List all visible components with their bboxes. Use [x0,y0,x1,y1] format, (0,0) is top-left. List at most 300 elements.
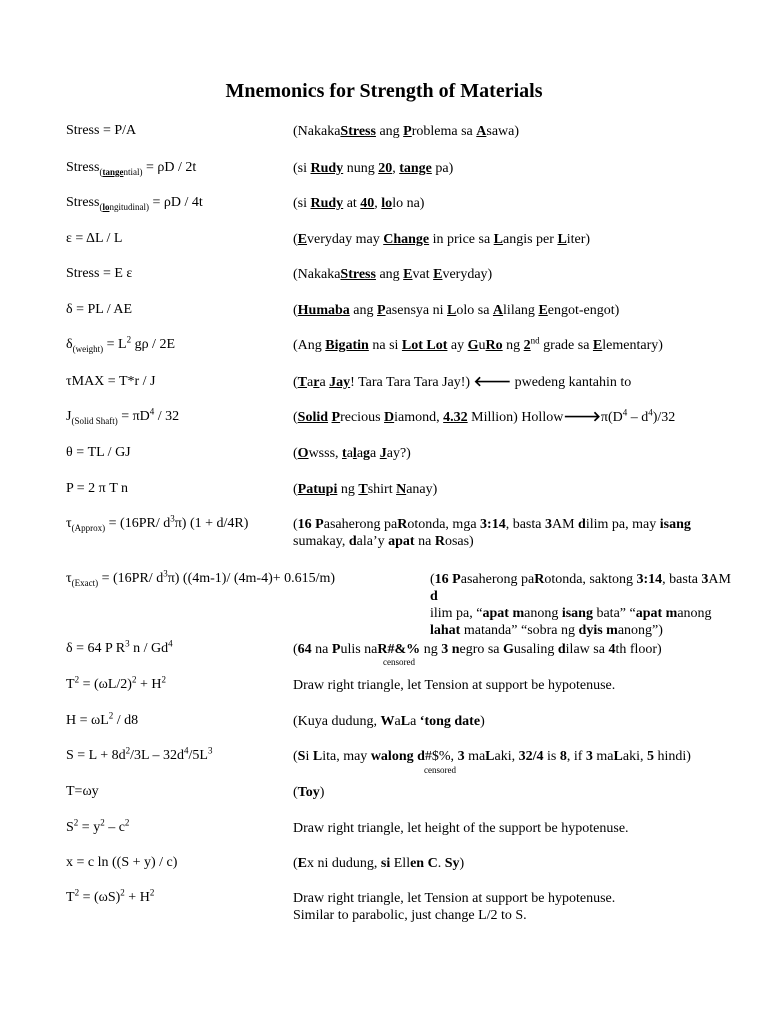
formula [66,513,249,533]
formula-text-run: τ [66,516,72,531]
mnemonic-text-run: a [356,446,364,461]
formula-text-run: Stress = P/A [66,123,137,138]
formula-text-run: (Exact) [71,577,99,588]
formula [66,334,175,354]
mnemonic-text-run: anong”) [617,623,663,638]
mnemonic-text-run: Toy [297,785,320,800]
formula [66,745,213,764]
mnemonic-text-run: ita, may [322,749,371,764]
mnemonic-text-run: Stress [340,124,376,139]
mnemonic-text-run: ( [293,410,298,425]
mnemonic-text-run: th floor) [615,642,662,657]
mnemonic [293,713,733,730]
mnemonic-text-run: L [485,749,495,764]
formula-text-run: 2 [124,817,130,828]
mnemonic-text-run: E [403,267,413,282]
mnemonic-text-run: E [592,338,603,353]
formula [66,568,336,588]
mnemonic-text-run: ay [447,338,468,353]
mnemonic [293,481,733,498]
mnemonic-text-run: 16 P [434,572,461,587]
mnemonic-text-run: E [297,856,308,871]
mnemonic-text-run: Solid [297,410,329,425]
formula-text-run: 4 [184,745,189,756]
mnemonic-text-run: L [493,232,503,247]
formula-text-run: / d8 [113,713,139,728]
mnemonic-text-run: ma [592,749,614,764]
mnemonic [293,409,733,426]
mnemonic-text-run: apat m [635,606,678,621]
mnemonic-text-run: apat [388,534,415,549]
mnemonic-text-run: 64 [297,642,312,657]
mnemonic-text-run: asaherong pa [323,517,398,532]
mnemonic [293,160,733,177]
mnemonic-text-run: a [346,446,353,461]
mnemonic-text-run: G [467,338,479,353]
mnemonic-text-run: isang [561,606,593,621]
mnemonic [293,337,733,354]
mnemonic-text-run: aki, [622,749,647,764]
mnemonic-text-run: Humaba [297,303,350,318]
mnemonic-text-run: ( [293,517,298,532]
page-title: Mnemonics for Strength of Materials [225,80,543,102]
mnemonic-text-run: ang [375,124,404,139]
mnemonic-text-run: u [478,338,486,353]
mnemonic-text-run: anong [524,606,562,621]
formula-text-run: 3 [170,513,175,524]
formula-text-run: 2 [131,674,137,685]
mnemonic-text-run: , [392,161,400,176]
formula-text-run: 2 [149,887,155,898]
mnemonic-text-run: usaling [513,642,558,657]
mnemonic-text-run: 3 [544,517,552,532]
mnemonic [293,855,733,872]
formula-text-run: τ [66,571,72,586]
formula-text-run: ( [99,166,103,177]
mnemonic-text-run: veryday may [307,232,384,247]
mnemonic-text-run: lementary) [602,338,663,353]
mnemonic-text-run: ala’y [356,534,389,549]
mnemonic [293,123,733,140]
mnemonic-text-run: Bigatin [325,338,369,353]
mnemonic-text-run: J [379,446,387,461]
mnemonic-text-run: L [400,714,411,729]
mnemonic-text-run: (si [293,196,311,211]
mnemonic-text-run: R [534,572,545,587]
mnemonic-text-run: hindi) [653,749,691,764]
mnemonic [293,266,733,283]
formula [66,638,173,657]
mnemonic-text-run: engot-engot) [547,303,620,318]
formula-text-run: ntial) [123,166,143,177]
formula-text-run: n / Gd [129,641,169,656]
formula-text-run: 3 [125,638,130,649]
formula-text-run: δ [66,337,73,352]
mnemonic-text-run: T [358,482,368,497]
mnemonic-text-run: 40 [360,196,375,211]
mnemonic-text-run: T [297,375,308,390]
formula-text-run: Stress [66,160,100,175]
mnemonic-text-run: iamond, [394,410,444,425]
formula [66,710,139,729]
mnemonic-text-run: ! Tara Tara Tara Jay!) [350,375,474,390]
mnemonic-text-run: na [414,534,435,549]
mnemonic-text-run: Sy [444,856,460,871]
formula [66,674,166,693]
formula-text-run: ( [99,201,103,212]
mnemonic-text-run: 3 [585,749,593,764]
mnemonic-text-run: nung [343,161,379,176]
mnemonic-text-run: d [430,589,438,604]
mnemonic-text-run: 🡒 [563,410,601,425]
mnemonic-text-run: lo [381,196,393,211]
mnemonic-text-run: shirt [367,482,397,497]
mnemonic-text-run: 8 [559,749,567,764]
formula [66,374,156,390]
mnemonic [293,748,733,765]
mnemonic-text-run: ( [293,446,298,461]
mnemonic [293,195,733,212]
mnemonic-text-run: osas) [444,534,474,549]
mnemonic-text-run: asensya ni [385,303,448,318]
mnemonic-text-run: walong d [370,749,425,764]
formula-text-run: lo [102,201,110,212]
mnemonic-text-run: (Nakaka [293,124,341,139]
formula-text-run: = πD [117,409,150,424]
mnemonic-text-run: anay) [406,482,438,497]
formula-text-run: 4 [168,638,173,649]
mnemonic-text-run: E [433,267,443,282]
mnemonic-text-run: ( [293,303,298,318]
mnemonic [293,820,733,837]
mnemonic-text-run: 4 [648,407,653,418]
mnemonic-text-run: wsss, [308,446,343,461]
mnemonic-text-run: Draw right triangle, let Tension at support be hypotenuse. [293,678,616,693]
mnemonic-text-run: , if [566,749,586,764]
mnemonic-text-run: Draw right triangle, let Tension at support be hypotenuse. [293,891,616,906]
mnemonic-text-run: )/32 [652,410,676,425]
mnemonic-text-run: , [374,196,382,211]
mnemonic-text-run: ay?) [386,446,411,461]
mnemonic-text-run: Million) Hollow [467,410,564,425]
mnemonic [293,231,733,248]
formula-text-run: Stress [66,195,100,210]
mnemonic-text-run: 3:14 [636,572,663,587]
formula [66,855,177,871]
mnemonic-text-run: a [394,714,401,729]
formula-text-run: 2 [73,817,79,828]
mnemonic-text-run: E [297,232,308,247]
formula [66,195,203,211]
mnemonic-text-run: 3 [701,572,709,587]
formula-text-run: S = L + 8d [66,748,126,763]
mnemonic-text-run: ) [459,856,465,871]
mnemonic-text-run: E [538,303,548,318]
mnemonic-text-run: ilim pa, “ [430,606,483,621]
mnemonic-text-run: vat [412,267,434,282]
mnemonic-text-run: Change [383,232,430,247]
formula-text-run: = (ωS) [79,890,121,905]
mnemonic-text-run: ( [293,642,298,657]
mnemonic-text-run: Ro [485,338,503,353]
formula [66,481,128,497]
mnemonic-text-run: W [380,714,395,729]
formula-text-run: π) (1 + d/4R) [174,516,249,531]
mnemonic-text-run: otonda, mga [407,517,481,532]
mnemonic-text-run: ‘tong date [419,714,481,729]
mnemonic-text-run: 2 [523,338,531,353]
mnemonic-text-run: otonda, saktong [544,572,637,587]
mnemonic-text-run: L [613,749,623,764]
mnemonic-text-run: lo na) [392,196,425,211]
mnemonic-text-run: 4 [608,642,616,657]
mnemonic-text-run: P [377,303,386,318]
mnemonic-text-run: 16 P [297,517,324,532]
formula-text-run: T [66,677,75,692]
mnemonic-text-run: , basta [662,572,702,587]
mnemonic-text-run: L [447,303,457,318]
mnemonic-text-run: ng [502,338,524,353]
censored-note: censored [424,765,456,775]
mnemonic-text-run: sawa) [486,124,520,139]
mnemonic-text-run: d [578,517,586,532]
mnemonic-text-run: bata” “ [592,606,636,621]
mnemonic-text-run: asaherong pa [460,572,535,587]
mnemonic-text-run: Rudy [310,196,344,211]
mnemonic-text-run: tange [399,161,432,176]
mnemonic-text-run: π(D [600,410,623,425]
mnemonic-text-run: . [437,856,445,871]
formula-text-run: δ = 64 P R [66,641,126,656]
mnemonic-text-run: a [410,714,420,729]
formula-text-run: = (16PR/ d [105,516,171,531]
mnemonic-text-run: P [331,410,341,425]
mnemonic-text-run: a [370,446,380,461]
formula-text-run: 2 [74,887,80,898]
mnemonic [293,784,733,801]
mnemonic-text-run: S [297,749,306,764]
mnemonic-text-run: Stress [340,267,376,282]
formula-text-run: π) ((4m-1)/ (4m-4)+ 0.615/m) [167,571,336,586]
formula-text-run: 3 [207,745,213,756]
mnemonic-text-run: (Kuya dudung, [293,714,381,729]
mnemonic-text-run: a [307,375,314,390]
formula-text-run: θ = TL / GJ [66,445,131,460]
mnemonic-text-run: Rudy [310,161,344,176]
mnemonic-text-run: R [434,534,445,549]
mnemonic-text-run: (si [293,161,311,176]
mnemonic-text-run: en C [410,856,438,871]
formula-text-run: H = ωL [66,713,109,728]
mnemonic-text-run: ( [293,749,298,764]
mnemonic-text-run: l [352,446,357,461]
formula-text-run: (weight) [72,343,104,354]
mnemonic-text-run: ( [293,785,298,800]
formula-text-run: = ρD / 4t [148,195,203,210]
mnemonic-text-run: iter) [566,232,591,247]
formula-text-run: J [66,409,72,424]
mnemonic-text-run: apat m [482,606,525,621]
formula-text-run: / 32 [154,409,180,424]
formula-text-run: τMAX = T*r / J [66,374,156,389]
mnemonic-text-run: lahat [430,623,461,638]
formula [66,266,132,282]
mnemonic [430,571,740,639]
mnemonic-text-run: ) [480,714,485,729]
formula-text-run: = L [103,337,127,352]
mnemonic-text-run: 3:14 [480,517,506,532]
mnemonic-text-run: sumakay, [293,534,349,549]
formula-text-run: 2 [100,817,105,828]
mnemonic [293,374,733,391]
mnemonic [293,677,733,694]
mnemonic-text-run: (Nakaka [293,267,341,282]
mnemonic-text-run: 3 n [441,642,460,657]
mnemonic-text-run: ilaw sa [565,642,609,657]
mnemonic-text-run: 🡐 [473,375,512,390]
formula [66,817,130,836]
mnemonic-text-run: ( [293,375,298,390]
mnemonic-text-run: isang [659,517,691,532]
mnemonic-text-run: N [396,482,407,497]
formula-text-run: 2 [120,887,125,898]
formula-text-run: (Approx) [71,522,106,533]
mnemonic-text-run: pa) [431,161,454,176]
formula-text-run: + H [124,890,150,905]
mnemonic-text-run: AM [551,517,579,532]
mnemonic-text-run: aki, [494,749,519,764]
mnemonic-text-run: a [319,375,330,390]
mnemonic-text-run: x ni dudung, [307,856,381,871]
formula-text-run: T [66,890,75,905]
mnemonic-text-run: r [313,375,320,390]
mnemonic-text-run: nd [530,335,540,346]
mnemonic-text-run: d [557,642,566,657]
mnemonic-text-run: na [311,642,332,657]
formula [66,160,196,176]
mnemonic [293,302,733,319]
mnemonic-text-run: ulis na [340,642,378,657]
mnemonic-text-run: L [557,232,567,247]
mnemonic-text-run: D [384,410,395,425]
formula-text-run: = y [78,820,101,835]
mnemonic-text-run: Lot Lot [401,338,448,353]
mnemonic-text-run: O [297,446,309,461]
mnemonic-text-run: Jay [329,375,351,390]
mnemonic-text-run: pwedeng kantahin to [511,375,632,390]
formula-text-run: gρ / 2E [131,337,175,352]
formula-text-run: 3 [163,568,168,579]
formula-text-run: S [66,820,74,835]
mnemonic-text-run: ( [293,856,298,871]
formula [66,887,155,906]
mnemonic-text-run: 4 [622,407,628,418]
censored-note: censored [383,657,415,667]
mnemonic-text-run: A [492,303,504,318]
mnemonic [293,445,733,462]
mnemonic-text-run: i [305,749,313,764]
mnemonic-text-run: L [312,749,323,764]
mnemonic-text-run: lilang [503,303,539,318]
mnemonic-text-run: g [363,446,371,461]
mnemonic-text-run: veryday) [442,267,493,282]
mnemonic-text-run: roblema sa [411,124,477,139]
mnemonic [293,890,733,924]
mnemonic-text-run: ) [319,785,325,800]
formula-text-run: = (ωL/2) [79,677,132,692]
formula-text-run: /3L – 32d [130,748,185,763]
mnemonic-text-run: na si [368,338,402,353]
mnemonic-text-run: P [331,642,341,657]
mnemonic [293,641,733,658]
mnemonic-text-run: , basta [505,517,545,532]
formula-text-run: T=ωy [66,784,99,799]
mnemonic-text-run: AM [708,572,731,587]
mnemonic-text-run: (Ang [293,338,326,353]
formula-text-run: ε = ΔL / L [66,231,123,246]
mnemonic-text-run: anong [677,606,712,621]
mnemonic-text-run: egro sa [459,642,504,657]
formula-text-run: 2 [126,334,132,345]
mnemonic-text-run: Similar to parabolic, just change L/2 to S. [293,908,527,923]
formula-text-run: 2 [74,674,80,685]
mnemonic-text-run: R [397,517,408,532]
formula [66,445,131,461]
formula-text-run: tange [102,166,124,177]
formula-text-run: + H [136,677,162,692]
mnemonic-text-run: dyis m [578,623,618,638]
formula [66,123,136,139]
mnemonic-text-run: 3 [457,749,465,764]
mnemonic-text-run: A [476,124,487,139]
mnemonic-text-run: ( [293,482,298,497]
formula-text-run: 2 [125,745,131,756]
formula [66,231,122,247]
mnemonic-text-run: in price sa [429,232,494,247]
mnemonic-text-run: ang [349,303,378,318]
formula-text-run: δ = PL / AE [66,302,133,317]
mnemonic-text-run: olo sa [456,303,493,318]
mnemonic-text-run: t [342,446,347,461]
mnemonic-text-run: matanda” “sobra ng [460,623,579,638]
mnemonic-text-run: is [543,749,560,764]
formula [66,302,132,318]
mnemonic-text-run: G [503,642,514,657]
mnemonic-text-run: P [403,124,412,139]
mnemonic [293,516,733,550]
mnemonic-text-run: Patupi [297,482,338,497]
formula-text-run: P = 2 π T n [66,481,129,496]
formula-text-run: (Solid Shaft) [71,415,118,426]
mnemonic-text-run: R#&% [377,642,421,657]
mnemonic-text-run: ma [464,749,486,764]
mnemonic-text-run: Ell [390,856,411,871]
mnemonic-text-run: 20 [378,161,393,176]
mnemonic-text-run: 4.32 [443,410,468,425]
formula [66,784,99,800]
mnemonic-text-run: angis per [503,232,558,247]
formula-text-run: x = c ln ((S + y) / c) [66,855,178,870]
mnemonic-text-run: at [343,196,361,211]
mnemonic-text-run: 5 [646,749,654,764]
formula-text-run: 2 [161,674,166,685]
mnemonic-text-run: ( [430,572,435,587]
mnemonic-text-run: Draw right triangle, let height of the support be hypotenuse. [293,821,629,836]
mnemonic-text-run: #$%, [424,749,458,764]
formula-text-run: – c [104,820,125,835]
mnemonic-text-run: ang [375,267,404,282]
mnemonic-text-run: ( [293,232,298,247]
